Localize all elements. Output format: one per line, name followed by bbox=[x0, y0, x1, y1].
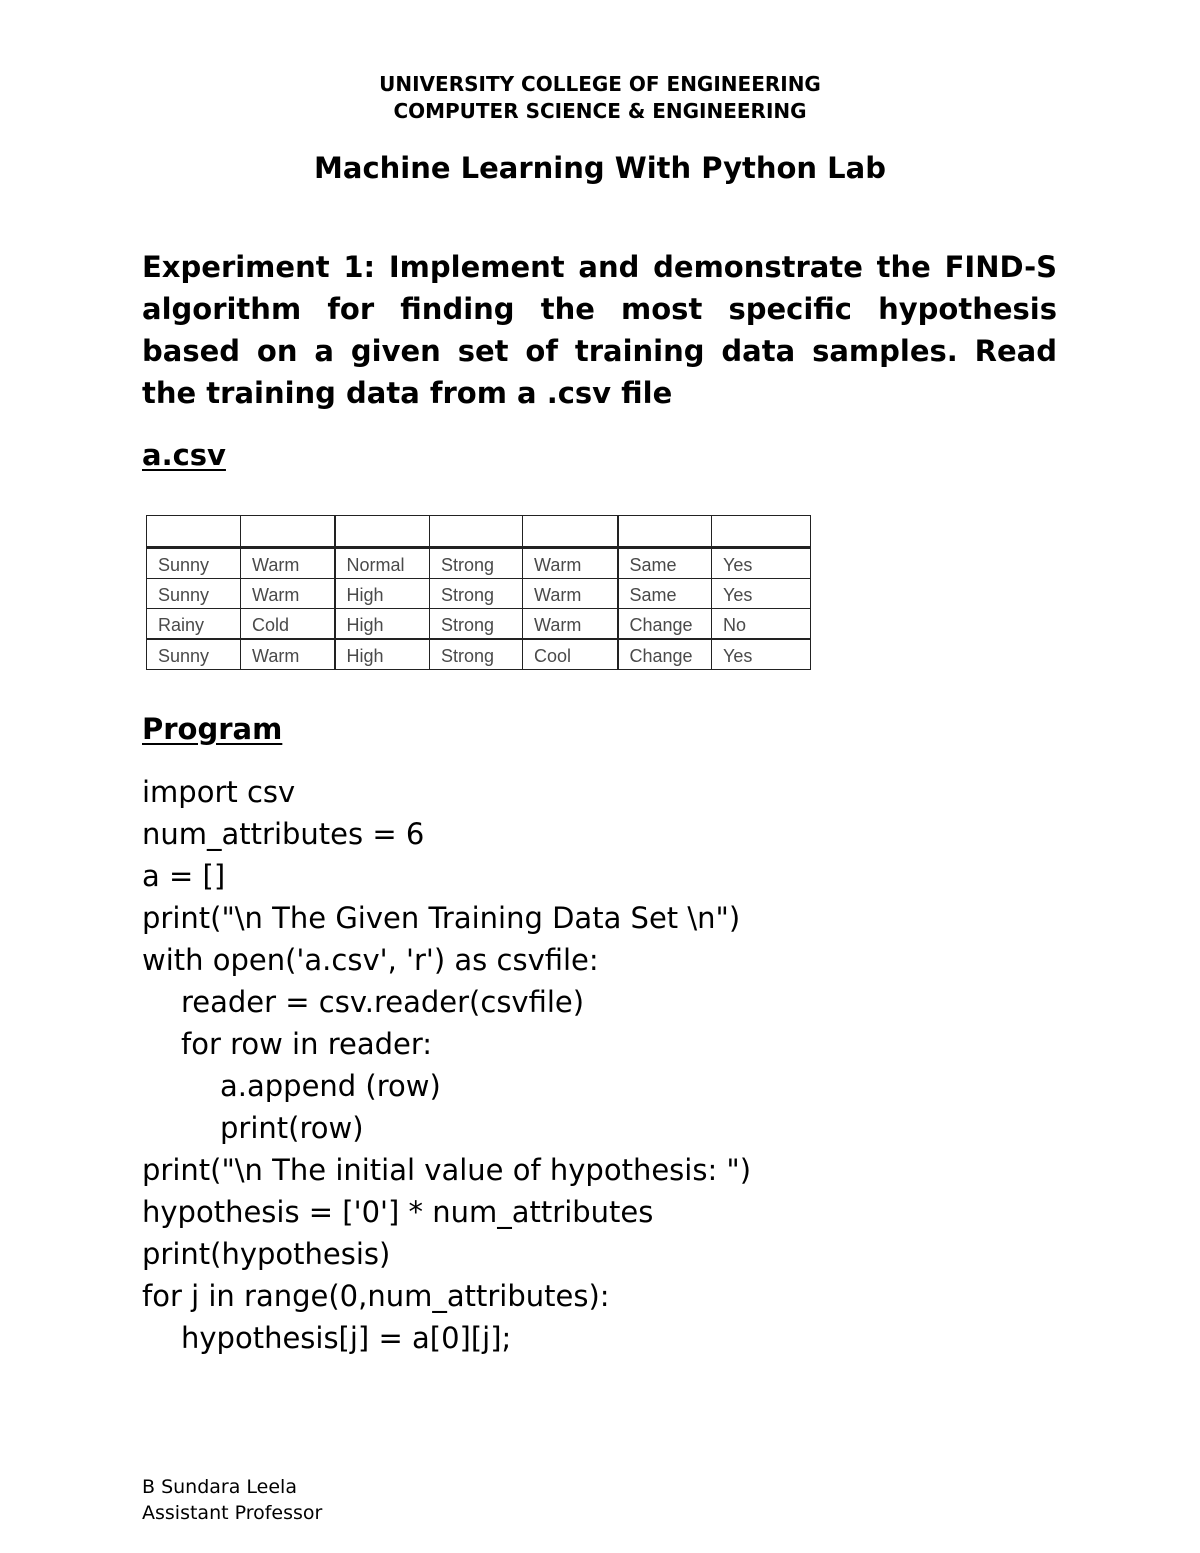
csv-heading: a.csv bbox=[142, 438, 226, 472]
table-cell: Yes bbox=[712, 639, 811, 670]
code-line: with open('a.csv', 'r') as csvfile: bbox=[142, 943, 599, 977]
code-line: for row in reader: bbox=[181, 1027, 433, 1061]
table-cell: Yes bbox=[712, 579, 811, 609]
table-cell: Cold bbox=[241, 609, 335, 640]
table-cell: Cool bbox=[523, 639, 618, 670]
code-line: a = [] bbox=[142, 859, 226, 893]
code-line: print("\n The initial value of hypothesis: ") bbox=[142, 1153, 752, 1187]
table-row bbox=[147, 609, 811, 640]
table-cell: High bbox=[335, 639, 430, 670]
code-line: import csv bbox=[142, 775, 296, 809]
table-cell: Sunny bbox=[147, 548, 241, 579]
table-cell: Warm bbox=[523, 579, 618, 609]
table-cell: High bbox=[335, 609, 430, 640]
code-line: print(row) bbox=[220, 1111, 364, 1145]
code-line: print(hypothesis) bbox=[142, 1237, 391, 1271]
institution-name: UNIVERSITY COLLEGE OF ENGINEERING bbox=[379, 72, 821, 96]
experiment-statement: Experiment 1: Implement and demonstrate the FIND-S algorithm for finding the most specific hypothesis based on a given set of training data samples. Read the training data from a .csv file bbox=[142, 250, 1057, 410]
table-cell: Warm bbox=[241, 579, 335, 609]
code-line: print("\n The Given Training Data Set \n") bbox=[142, 901, 741, 935]
table-cell: High bbox=[335, 579, 430, 609]
table-cell bbox=[241, 516, 335, 548]
table-cell: Warm bbox=[523, 548, 618, 579]
table-cell: Strong bbox=[430, 579, 523, 609]
code-line: hypothesis = ['0'] * num_attributes bbox=[142, 1195, 654, 1229]
author-name: B Sundara Leela bbox=[142, 1476, 297, 1498]
table-row bbox=[147, 579, 811, 609]
training-data-table bbox=[146, 515, 811, 670]
table-cell bbox=[712, 516, 811, 548]
program-heading: Program bbox=[142, 712, 283, 746]
program-code bbox=[142, 771, 1092, 1359]
table-cell bbox=[147, 516, 241, 548]
code-line: num_attributes = 6 bbox=[142, 817, 425, 851]
table-cell bbox=[618, 516, 712, 548]
table-row bbox=[147, 639, 811, 670]
table-cell: Change bbox=[618, 609, 712, 640]
table-cell: Warm bbox=[241, 548, 335, 579]
code-line: a.append (row) bbox=[220, 1069, 441, 1103]
table-cell: Warm bbox=[523, 609, 618, 640]
department-name: COMPUTER SCIENCE & ENGINEERING bbox=[393, 99, 807, 123]
table-row bbox=[147, 548, 811, 579]
code-line: for j in range(0,num_attributes): bbox=[142, 1279, 610, 1313]
table-cell: Same bbox=[618, 548, 712, 579]
author-designation: Assistant Professor bbox=[142, 1502, 323, 1524]
lab-title: Machine Learning With Python Lab bbox=[314, 151, 886, 185]
table-cell: Same bbox=[618, 579, 712, 609]
code-line: reader = csv.reader(csvfile) bbox=[181, 985, 585, 1019]
table-cell: Normal bbox=[335, 548, 430, 579]
table-cell: Change bbox=[618, 639, 712, 670]
table-cell bbox=[523, 516, 618, 548]
table-cell bbox=[335, 516, 430, 548]
table-cell: Sunny bbox=[147, 579, 241, 609]
table-cell: No bbox=[712, 609, 811, 640]
code-line: hypothesis[j] = a[0][j]; bbox=[181, 1321, 512, 1355]
table-cell: Warm bbox=[241, 639, 335, 670]
table-cell bbox=[430, 516, 523, 548]
table-cell: Strong bbox=[430, 609, 523, 640]
table-cell: Yes bbox=[712, 548, 811, 579]
table-cell: Strong bbox=[430, 548, 523, 579]
table-cell: Sunny bbox=[147, 639, 241, 670]
footer bbox=[142, 1474, 322, 1526]
table-cell: Strong bbox=[430, 639, 523, 670]
table-cell: Rainy bbox=[147, 609, 241, 640]
table-header-row bbox=[147, 516, 811, 548]
